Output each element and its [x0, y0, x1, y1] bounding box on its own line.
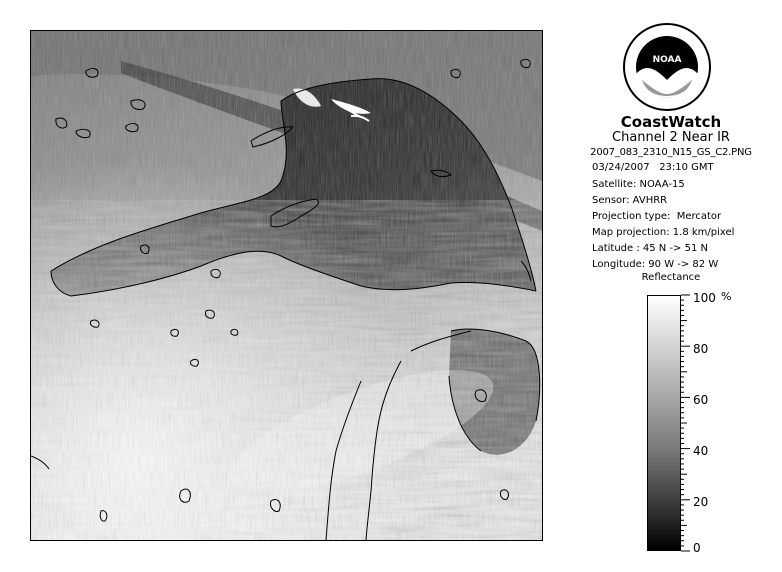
satellite-image [30, 30, 543, 541]
meta-satellite: Satellite: NOAA-15 [592, 179, 685, 190]
date: 03/24/2007 [592, 162, 650, 173]
time: 23:10 GMT [659, 162, 714, 173]
scale-title: Reflectance [641, 272, 701, 283]
meta-longitude: Longitude: 90 W -> 82 W [592, 259, 719, 270]
product-title: CoastWatch [620, 113, 722, 131]
satellite-image-svg [31, 31, 542, 540]
image-noise [31, 31, 542, 540]
legend-panel [560, 0, 782, 572]
meta-map-projection: Map projection: 1.8 km/pixel [592, 227, 735, 238]
logo-text: NOAA [652, 55, 682, 65]
date-time [592, 162, 714, 173]
scale-ticks [681, 290, 691, 556]
scale-label-40: 40 [693, 444, 709, 458]
channel-label: Channel 2 Near IR [612, 130, 730, 145]
scale-unit: % [721, 290, 732, 303]
reflectance-color-bar [647, 295, 681, 551]
meta-projection-type: Projection type: Mercator [592, 211, 722, 222]
scale-label-100: 100 [693, 291, 716, 305]
file-name: 2007_083_2310_N15_GS_C2.PNG [590, 147, 752, 158]
meta-latitude: Latitude : 45 N -> 51 N [592, 243, 708, 254]
scale-label-20: 20 [693, 495, 709, 509]
meta-sensor: Sensor: AVHRR [592, 195, 668, 206]
scale-label-80: 80 [693, 342, 709, 356]
scale-label-0: 0 [693, 541, 701, 555]
noaa-logo [622, 22, 712, 112]
scale-label-60: 60 [693, 393, 709, 407]
